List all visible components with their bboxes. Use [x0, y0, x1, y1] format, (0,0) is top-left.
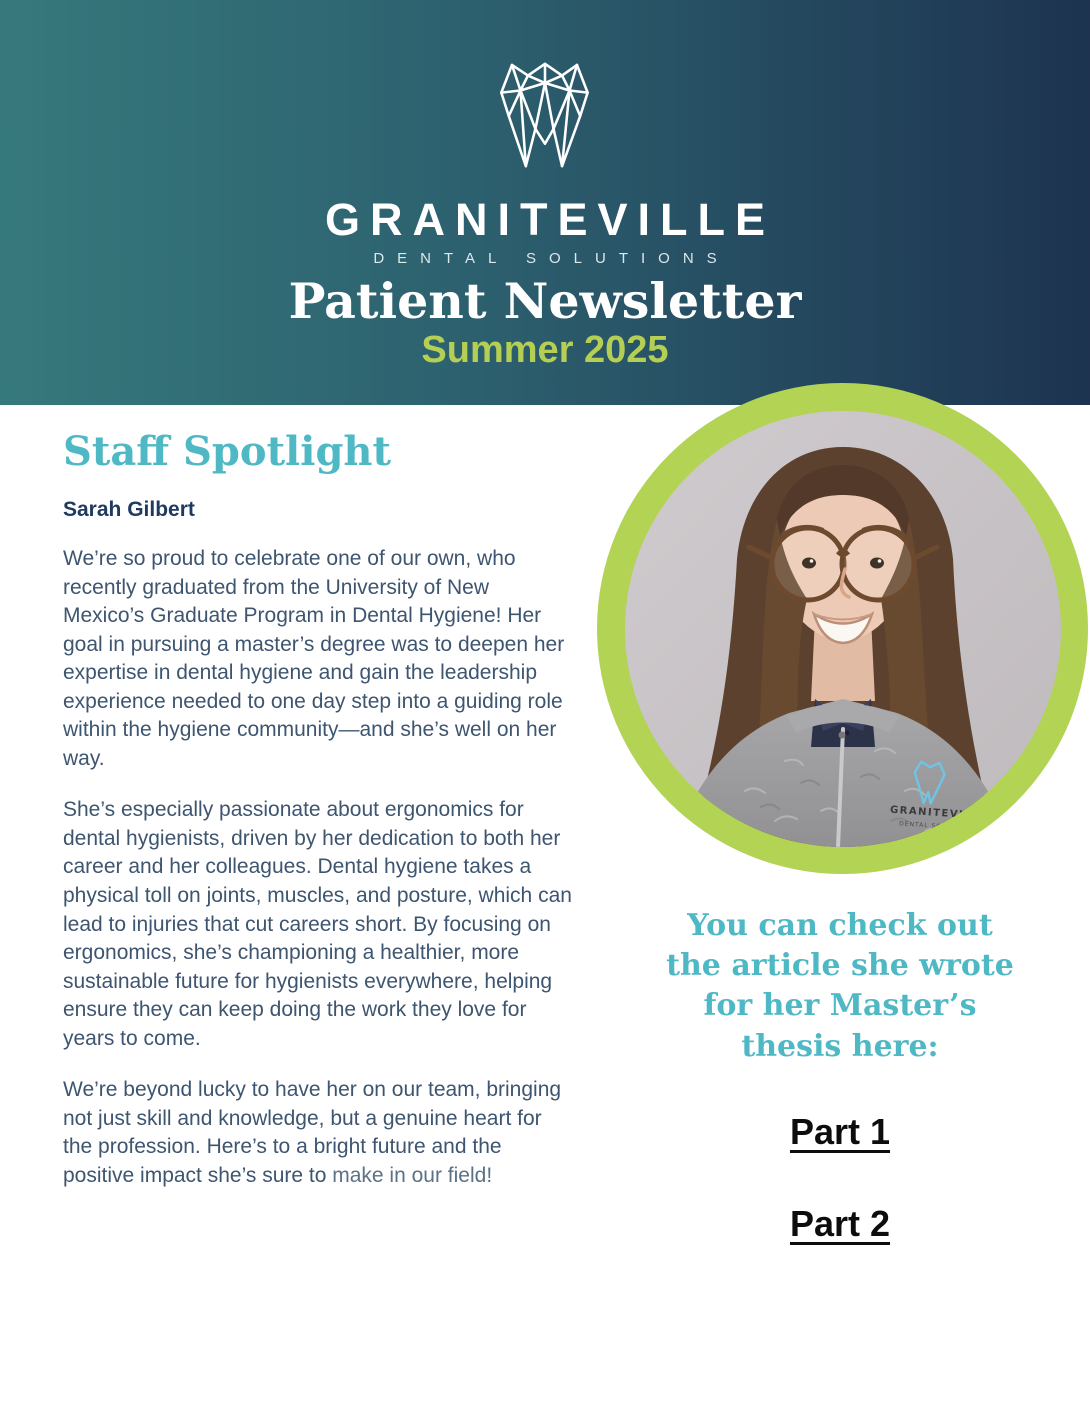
- brand-tagline: DENTAL SOLUTIONS: [373, 250, 730, 267]
- cta-line-4: thesis here:: [741, 1028, 939, 1064]
- brand-name: GRANITEVILLE: [324, 194, 775, 245]
- article-heading: Staff Spotlight: [63, 428, 391, 475]
- cta-line-2: the article she wrote: [666, 948, 1014, 984]
- staff-name: Sarah Gilbert: [63, 498, 195, 521]
- article-paragraph-3: [63, 1076, 575, 1190]
- thesis-part-2-link[interactable]: Part 2: [789, 1202, 891, 1244]
- thesis-part-1-link[interactable]: Part 1: [789, 1110, 891, 1152]
- thesis-cta: [622, 906, 1058, 1245]
- svg-text:DENTAL SOLUTIONS: DENTAL SOLUTIONS: [898, 819, 975, 833]
- newsletter-title: Patient Newsletter: [288, 272, 802, 330]
- svg-text:GRANITEVIL: GRANITEVIL: [889, 804, 972, 821]
- cta-line-1: You can check out: [687, 908, 993, 943]
- cta-line-3: for her Master’s: [703, 988, 977, 1024]
- article-paragraph-3-main: We’re beyond lucky to have her on our team, bringing not just skill and knowledge, but a genuine heart for the profession. Here’s to a bright future and the positive impact she’s sure to: [63, 1078, 562, 1187]
- tooth-logo-icon: [475, 50, 615, 185]
- article-paragraph-3-tail: make in our field!: [332, 1163, 493, 1187]
- newsletter-issue: Summer 2025: [421, 329, 669, 372]
- thesis-links: [622, 1111, 1058, 1245]
- staff-photo-ring: [597, 383, 1088, 874]
- header-banner: [0, 0, 1090, 405]
- article-paragraph-1: We’re so proud to celebrate one of our own, who recently graduated from the University of New Mexico’s Graduate Program in Dental Hygiene! Her goal in pursuing a master’s degree was to deepen her expertise in dental hygiene and gain the leadership experience needed to one day step into a guiding role within the hygiene community—and she’s well on her way.: [63, 547, 565, 770]
- article-paragraph-2: She’s especially passionate about ergonomics for dental hygienists, driven by her dedication to both her career and her colleagues. Dental hygiene takes a physical toll on joints, muscles, and posture, which can lead to injuries that cut careers short. By focusing on ergonomics, she’s championing a healthier, more sustainable future for hygienists everywhere, helping ensure they can keep doing the work they love for years to come.: [63, 798, 572, 1050]
- staff-spotlight-article: [63, 430, 575, 1190]
- staff-photo: [625, 411, 1061, 847]
